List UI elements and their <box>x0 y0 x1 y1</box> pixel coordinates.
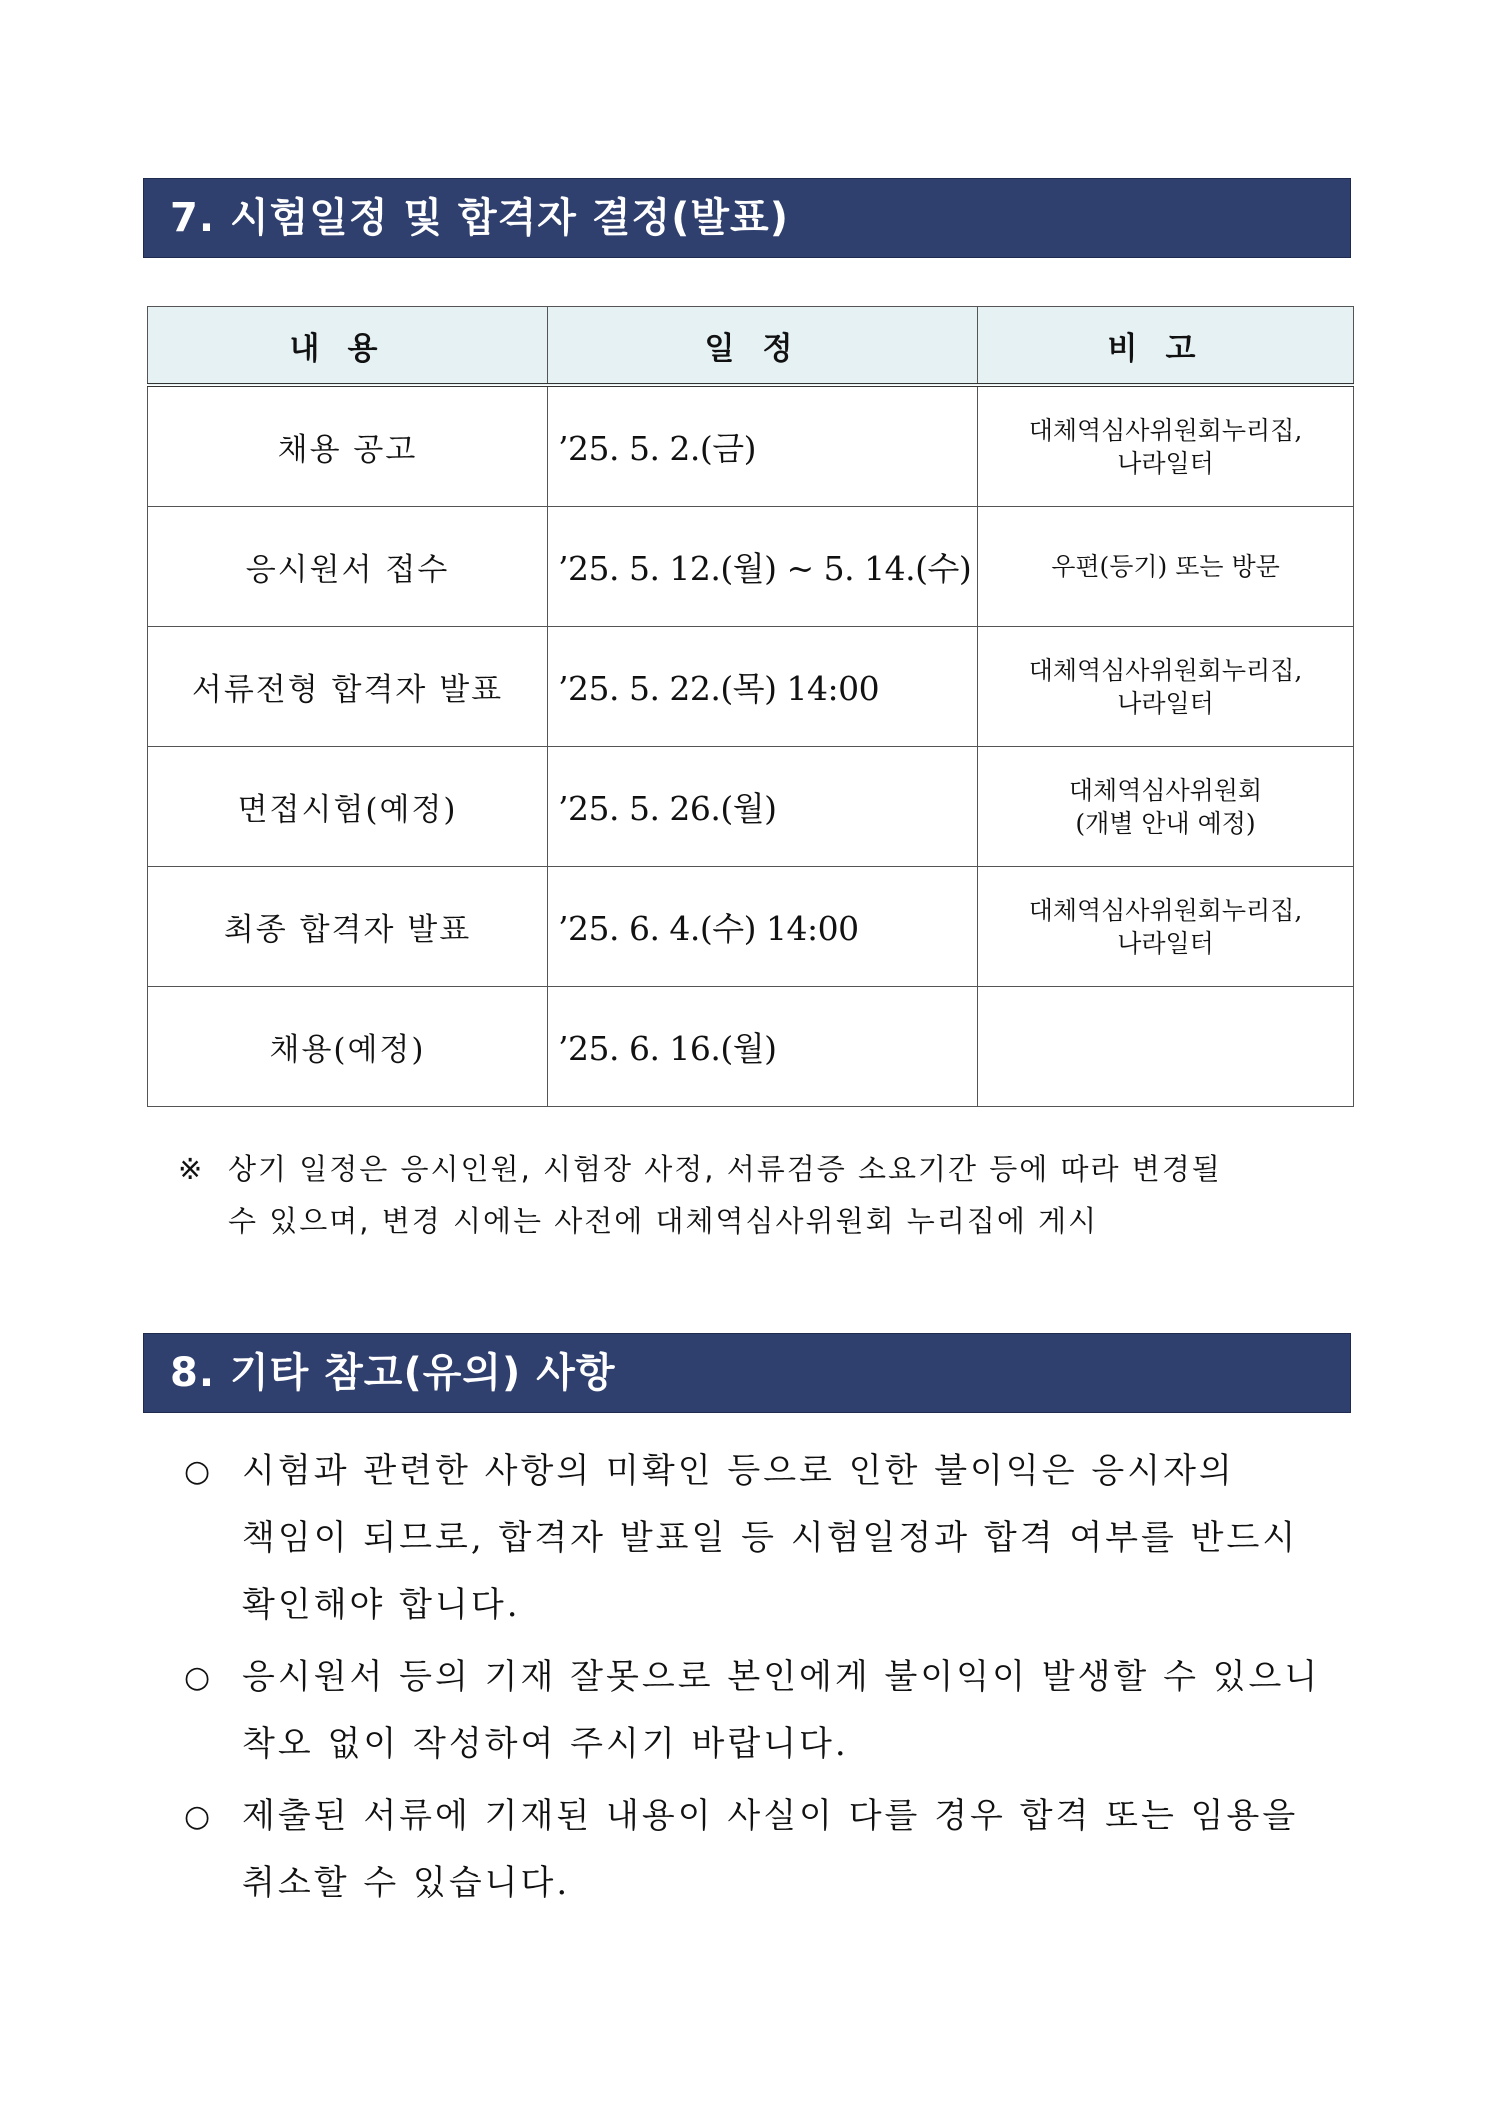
table-row <box>148 385 1354 507</box>
list-item <box>180 1783 1356 1917</box>
row-note <box>978 987 1354 1107</box>
table-row <box>148 627 1354 747</box>
row-content: 응시원서 접수 <box>148 507 548 627</box>
row-note: 대체역심사위원회누리집, 나라일터 <box>978 627 1354 747</box>
table-row <box>148 987 1354 1107</box>
section-8-header <box>143 1333 1351 1413</box>
row-date: ’25. 5. 12.(월) ~ 5. 14.(수) <box>548 507 978 627</box>
circle-bullet-icon: ○ <box>184 1799 211 1834</box>
row-note: 대체역심사위원회 (개별 안내 예정) <box>978 747 1354 867</box>
circle-bullet-icon: ○ <box>184 1454 211 1489</box>
row-content: 채용 공고 <box>148 385 548 507</box>
item-line: 착오 없이 작성하여 주시기 바랍니다. <box>242 1724 849 1764</box>
table-row <box>148 507 1354 627</box>
row-note: 대체역심사위원회누리집, 나라일터 <box>978 867 1354 987</box>
section-8-title: 8. 기타 참고(유의) 사항 <box>170 1350 616 1396</box>
row-date: ’25. 5. 2.(금) <box>548 385 978 507</box>
list-item <box>180 1438 1356 1639</box>
item-line: 제출된 서류에 기재된 내용이 사실이 다를 경우 합격 또는 임용을 <box>242 1796 1299 1836</box>
item-line: 시험과 관련한 사항의 미확인 등으로 인한 불이익은 응시자의 <box>242 1451 1235 1491</box>
list-item <box>180 1644 1356 1778</box>
table-row <box>148 747 1354 867</box>
footnote-text-2: 수 있으며, 변경 시에는 사전에 대체역심사위원회 누리집에 게시 <box>228 1204 1099 1238</box>
section-7-header <box>143 178 1351 258</box>
row-date: ’25. 6. 16.(월) <box>548 987 978 1107</box>
footnote-text-1: 상기 일정은 응시인원, 시험장 사정, 서류검증 소요기간 등에 따라 변경될 <box>228 1152 1222 1186</box>
row-content: 서류전형 합격자 발표 <box>148 627 548 747</box>
header-content: 내용 <box>148 307 548 386</box>
table-header-row <box>148 307 1354 386</box>
section-7-title: 7. 시험일정 및 합격자 결정(발표) <box>170 195 789 241</box>
schedule-table <box>147 306 1354 1107</box>
item-line: 취소할 수 있습니다. <box>242 1863 571 1903</box>
notice-list <box>180 1438 1356 1922</box>
row-content: 채용(예정) <box>148 987 548 1107</box>
table-row <box>148 867 1354 987</box>
schedule-footnote <box>178 1143 1356 1247</box>
row-note: 우편(등기) 또는 방문 <box>978 507 1354 627</box>
row-content: 면접시험(예정) <box>148 747 548 867</box>
item-line: 확인해야 합니다. <box>242 1585 521 1625</box>
row-note: 대체역심사위원회누리집, 나라일터 <box>978 385 1354 507</box>
header-date: 일정 <box>548 307 978 386</box>
header-note: 비고 <box>978 307 1354 386</box>
footnote-line-1 <box>178 1143 1356 1195</box>
reference-mark-icon: ※ <box>178 1152 205 1186</box>
item-line: 책임이 되므로, 합격자 발표일 등 시험일정과 합격 여부를 반드시 <box>242 1518 1299 1558</box>
row-date: ’25. 5. 22.(목) 14:00 <box>548 627 978 747</box>
row-content: 최종 합격자 발표 <box>148 867 548 987</box>
row-date: ’25. 6. 4.(수) 14:00 <box>548 867 978 987</box>
item-line: 응시원서 등의 기재 잘못으로 본인에게 불이익이 발생할 수 있으니 <box>242 1657 1321 1697</box>
circle-bullet-icon: ○ <box>184 1660 211 1695</box>
row-date: ’25. 5. 26.(월) <box>548 747 978 867</box>
